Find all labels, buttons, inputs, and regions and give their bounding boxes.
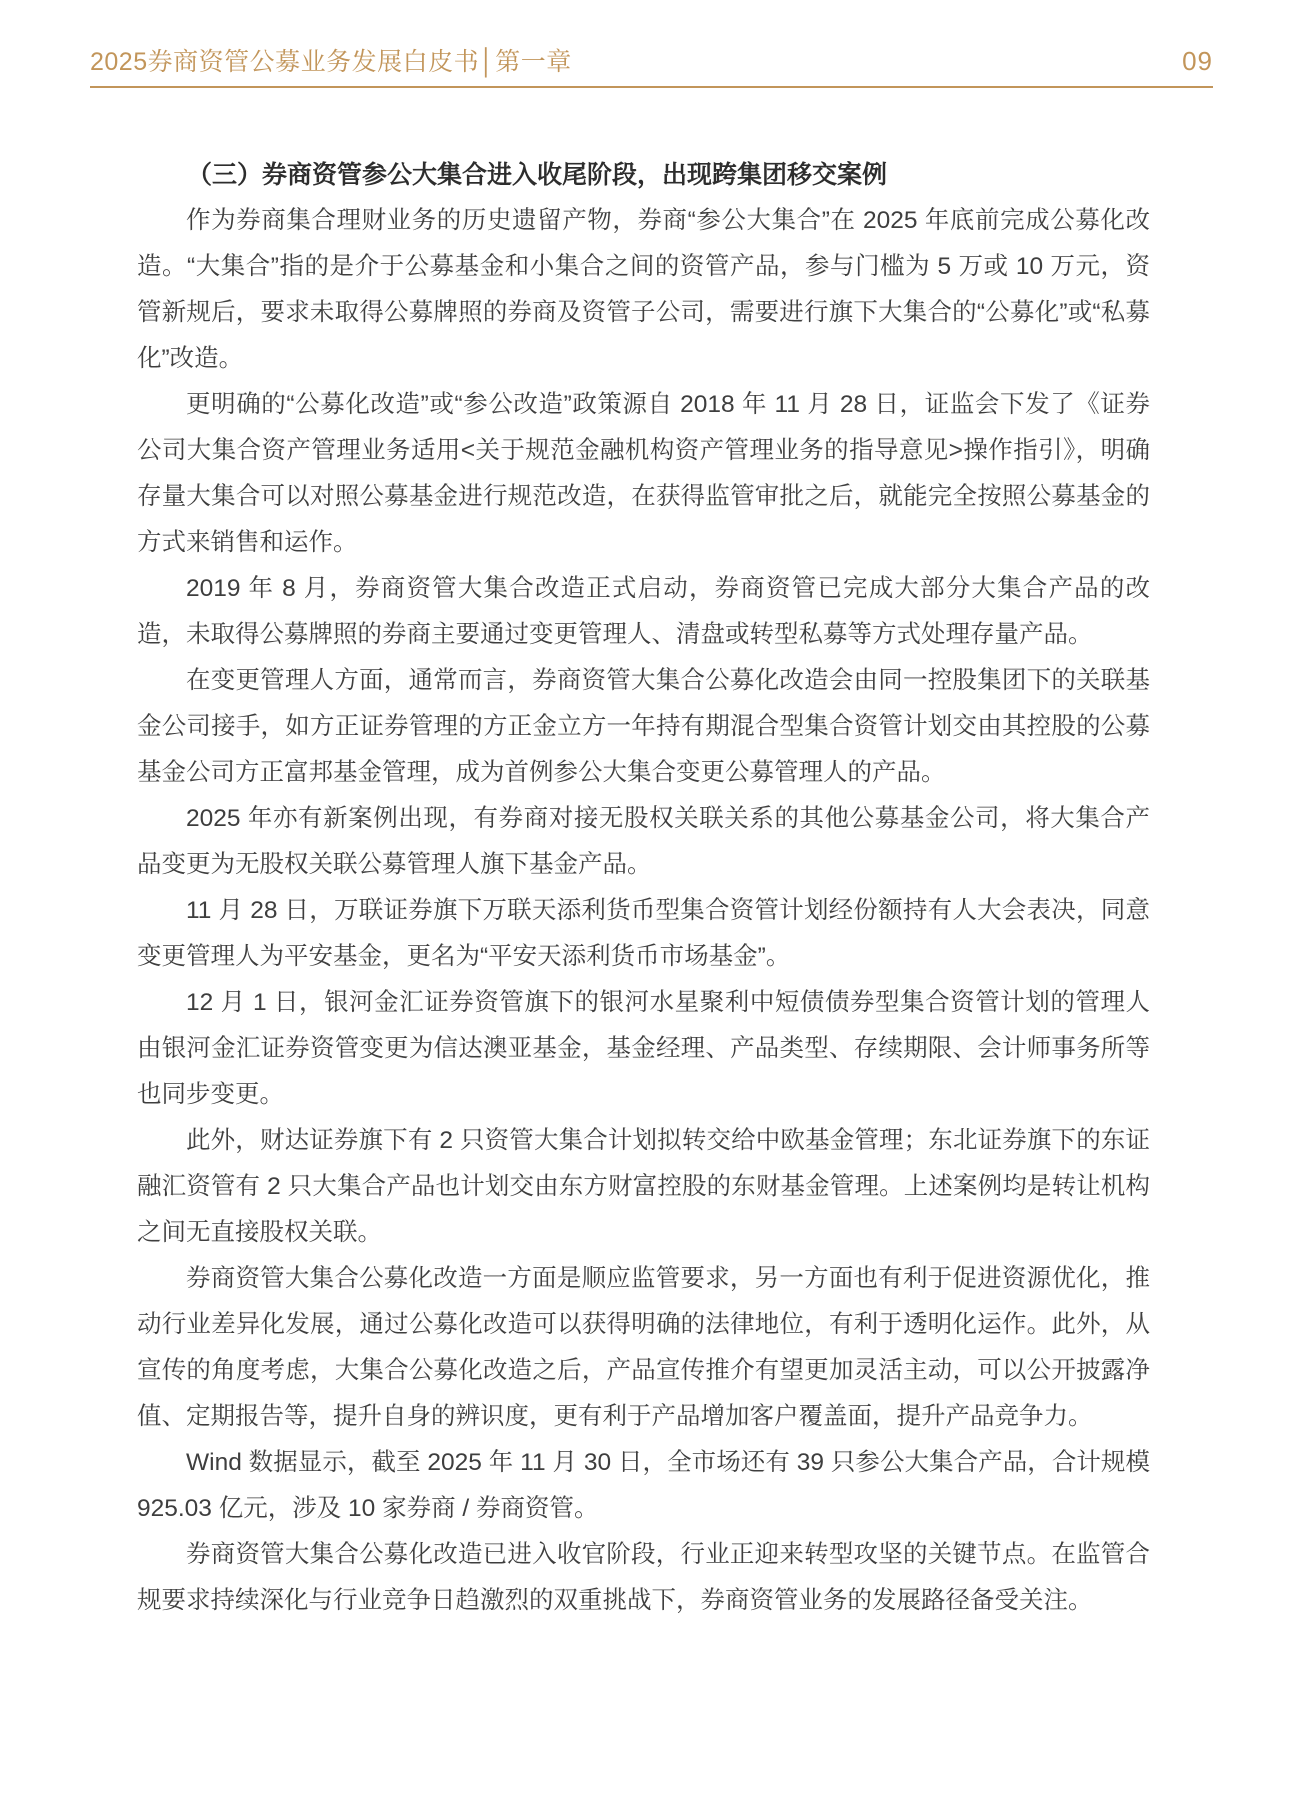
- body-paragraph: 作为券商集合理财业务的历史遗留产物，券商“参公大集合”在 2025 年底前完成公募化改造。“大集合”指的是介于公募基金和小集合之间的资管产品，参与门槛为 5 万或 10 万元，资管新规后，要求未取得公募牌照的券商及资管子公司，需要进行旗下大集合的“公募化”或“私募化”改造。: [137, 207, 1150, 372]
- body-paragraph: 11 月 28 日，万联证券旗下万联天添利货币型集合资管计划经份额持有人大会表决，同意变更管理人为平安基金，更名为“平安天添利货币市场基金”。: [137, 897, 1150, 970]
- body-paragraph: 在变更管理人方面，通常而言，券商资管大集合公募化改造会由同一控股集团下的关联基金公司接手，如方正证券管理的方正金立方一年持有期混合型集合资管计划交由其控股的公募基金公司方正富邦基金管理，成为首例参公大集合变更公募管理人的产品。: [137, 667, 1150, 786]
- body-paragraph: 券商资管大集合公募化改造一方面是顺应监管要求，另一方面也有利于促进资源优化，推动行业差异化发展，通过公募化改造可以获得明确的法律地位，有利于透明化运作。此外，从宣传的角度考虑，大集合公募化改造之后，产品宣传推介有望更加灵活主动，可以公开披露净值、定期报告等，提升自身的辨识度，更有利于产品增加客户覆盖面，提升产品竞争力。: [137, 1265, 1150, 1430]
- body-paragraph: 更明确的“公募化改造”或“参公改造”政策源自 2018 年 11 月 28 日，证监会下发了《证券公司大集合资产管理业务适用<关于规范金融机构资产管理业务的指导意见>操作指引》，明确存量大集合可以对照公募基金进行规范改造，在获得监管审批之后，就能完全按照公募基金的方式来销售和运作。: [137, 391, 1150, 556]
- body-paragraph: Wind 数据显示，截至 2025 年 11 月 30 日，全市场还有 39 只参公大集合产品，合计规模 925.03 亿元，涉及 10 家券商 / 券商资管。: [137, 1449, 1150, 1522]
- page-header: [90, 42, 1213, 78]
- page-number: 09: [1182, 46, 1213, 76]
- body-paragraph: 此外，财达证券旗下有 2 只资管大集合计划拟转交给中欧基金管理；东北证券旗下的东证融汇资管有 2 只大集合产品也计划交由东方财富控股的东财基金管理。上述案例均是转让机构之间无直接股权关联。: [137, 1127, 1150, 1246]
- body-paragraph: 2025 年亦有新案例出现，有券商对接无股权关联关系的其他公募基金公司，将大集合产品变更为无股权关联公募管理人旗下基金产品。: [137, 805, 1150, 878]
- header-divider-rule: [90, 86, 1213, 88]
- body-paragraph: 2019 年 8 月，券商资管大集合改造正式启动，券商资管已完成大部分大集合产品的改造，未取得公募牌照的券商主要通过变更管理人、清盘或转型私募等方式处理存量产品。: [137, 575, 1150, 648]
- page-body: [137, 152, 1150, 1624]
- body-paragraph: 券商资管大集合公募化改造已进入收官阶段，行业正迎来转型攻坚的关键节点。在监管合规要求持续深化与行业竞争日趋激烈的双重挑战下，券商资管业务的发展路径备受关注。: [137, 1541, 1150, 1614]
- running-head-title: 2025券商资管公募业务发展白皮书│第一章: [90, 48, 572, 76]
- section-heading: （三）券商资管参公大集合进入收尾阶段，出现跨集团移交案例: [187, 161, 888, 189]
- body-paragraph: 12 月 1 日，银河金汇证券资管旗下的银河水星聚利中短债债券型集合资管计划的管理人由银河金汇证券资管变更为信达澳亚基金，基金经理、产品类型、存续期限、会计师事务所等也同步变更。: [137, 989, 1150, 1108]
